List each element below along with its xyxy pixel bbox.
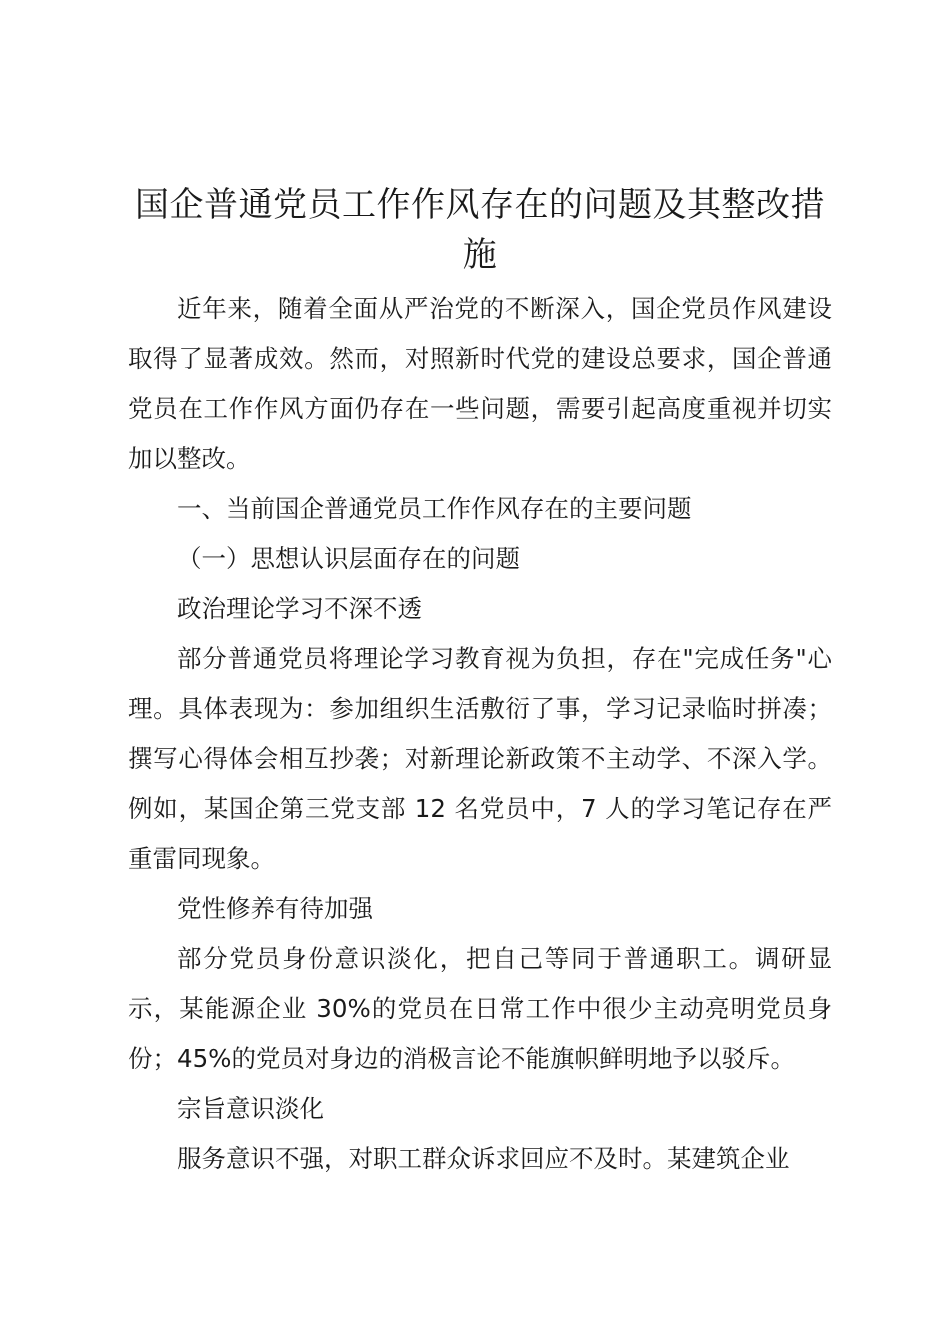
paragraph-party-spirit: 部分党员身份意识淡化，把自己等同于普通职工。调研显示，某能源企业 30%的党员在日常工作中很少主动亮明党员身份；45%的党员对身边的消极言论不能旗帜鲜明地予以驳斥。	[128, 944, 832, 1073]
item-heading-theory-study: 政治理论学习不深不透	[177, 594, 422, 623]
item-heading-purpose: 宗旨意识淡化	[177, 1094, 324, 1123]
paragraph-theory-study: 部分普通党员将理论学习教育视为负担，存在"完成任务"心理。具体表现为：参加组织生活敷衍了事，学习记录临时拼凑；撰写心得体会相互抄袭；对新理论新政策不主动学、不深入学。例如，某国企第三党支部 12 名党员中，7 人的学习笔记存在严重雷同现象。	[128, 644, 832, 873]
document-title: 国企普通党员工作作风存在的问题及其整改措施	[135, 185, 825, 275]
section-heading-1: 一、当前国企普通党员工作作风存在的主要问题	[177, 494, 692, 523]
item-heading-party-spirit: 党性修养有待加强	[177, 894, 373, 923]
paragraph-purpose: 服务意识不强，对职工群众诉求回应不及时。某建筑企业	[177, 1144, 790, 1173]
document-body	[128, 284, 832, 1184]
subsection-heading-1: （一）思想认识层面存在的问题	[177, 544, 520, 573]
paragraph-intro: 近年来，随着全面从严治党的不断深入，国企党员作风建设取得了显著成效。然而，对照新时代党的建设总要求，国企普通党员在工作作风方面仍存在一些问题，需要引起高度重视并切实加以整改。	[128, 294, 832, 473]
